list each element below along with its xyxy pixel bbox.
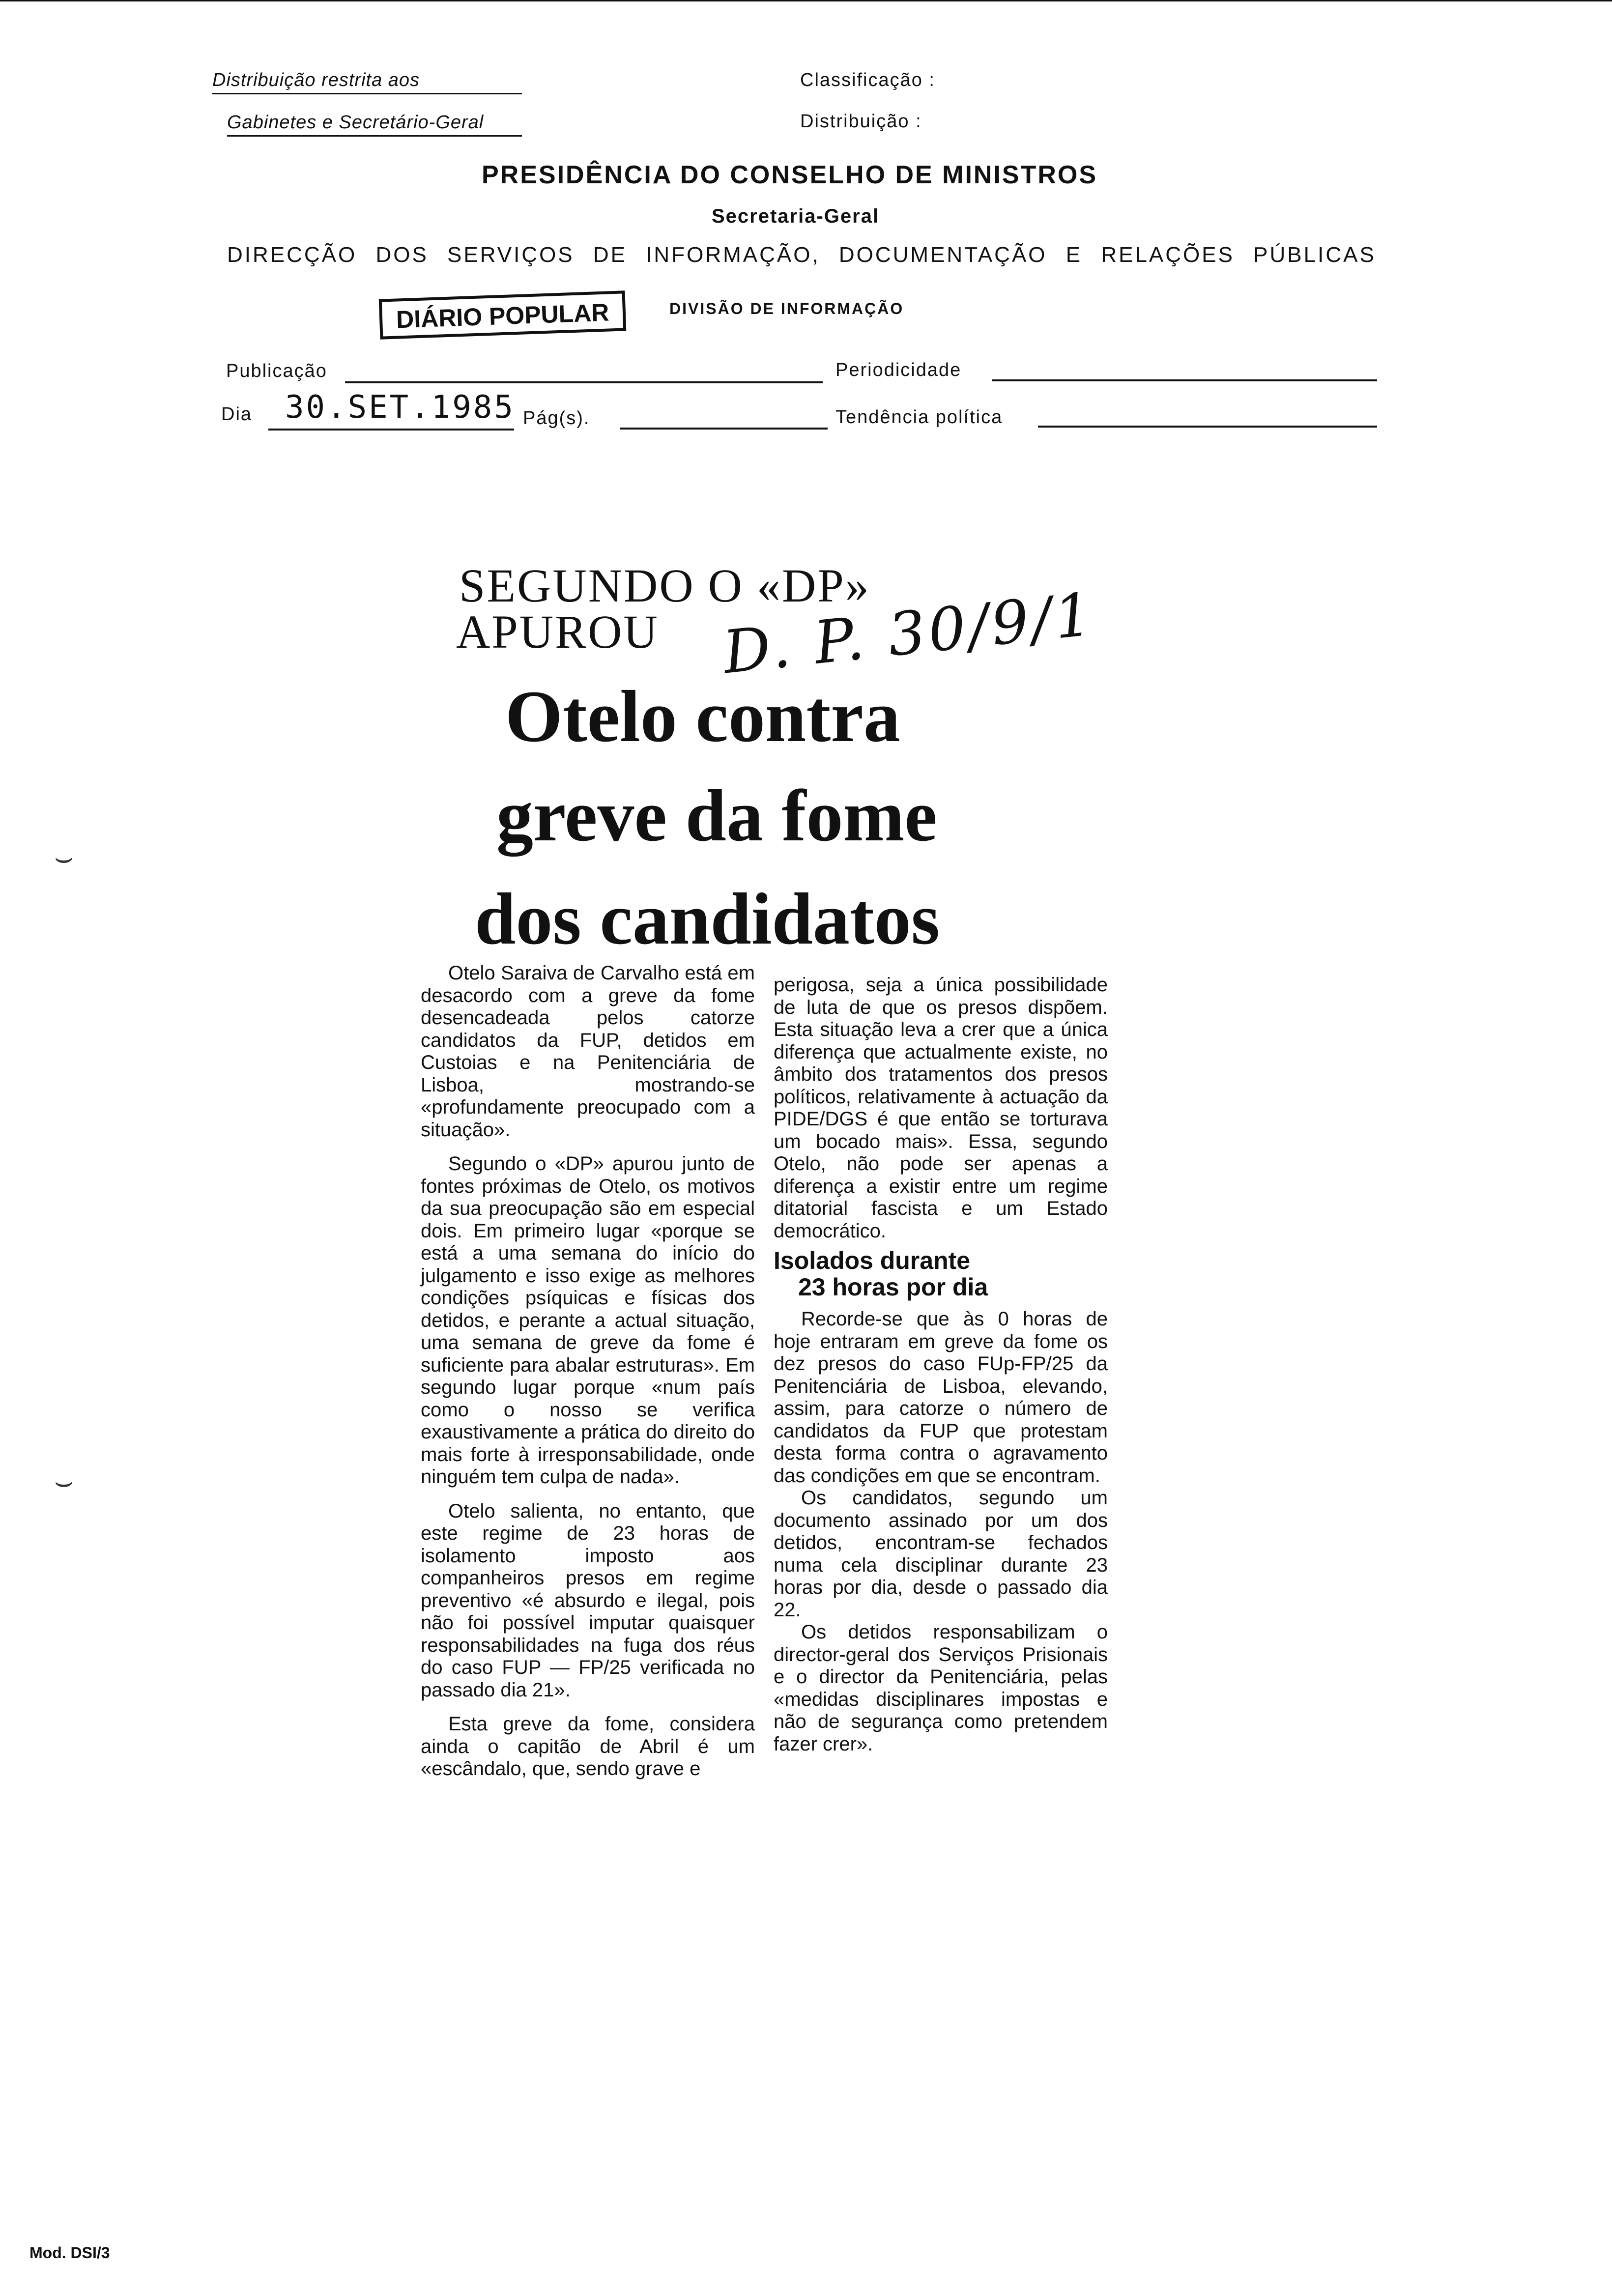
distribution-restriction-line1: Distribuição restrita aos <box>212 70 522 94</box>
article-paragraph: Otelo salienta, no entanto, que este regime de 23 horas de isolamento imposto aos companheiros presos em regime preventivo «é absurdo e ilegal, pois não foi possível imputar quaisquer responsabilidades na fuga dos réus do caso FUP — FP/25 verificada no passado dia 21». <box>421 1500 755 1701</box>
directorate-line: DIRECÇÃO DOS SERVIÇOS DE INFORMAÇÃO, DOCUMENTAÇÃO E RELAÇÕES PÚBLICAS <box>227 243 1376 267</box>
distribution-restriction-line2: Gabinetes e Secretário-Geral <box>227 112 522 137</box>
scan-mark: ⌣ <box>54 841 74 874</box>
scan-edge-line <box>0 0 1612 1</box>
article-column-left <box>421 962 755 1780</box>
article-paragraph: Os candidatos, segundo um documento assinado por um dos detidos, encontram-se fechados numa cela disciplinar durante 23 horas por dia, desde o passado dia 22. <box>774 1487 1108 1621</box>
distribution-label: Distribuição : <box>800 111 922 132</box>
article-column-right <box>774 974 1108 1755</box>
pages-line <box>620 428 828 430</box>
article-kicker-line2: APUROU <box>456 605 659 658</box>
classification-label: Classificação : <box>800 70 935 90</box>
headline-line2: greve da fome <box>496 775 937 857</box>
handwritten-note: D. P. 30/9/1 <box>720 580 1098 688</box>
division-label: DIVISÃO DE INFORMAÇÃO <box>669 300 904 317</box>
day-label: Dia <box>221 404 253 425</box>
day-line <box>268 429 514 430</box>
article-paragraph: Recorde-se que às 0 horas de hoje entraram em greve da fome os dez presos do caso FUp-FP/25 da Penitenciária de Lisboa, elevando, assim, para catorze o número de candidatos da FUP que protestam desta forma contra o agravamento das condições em que se encontram. <box>774 1308 1108 1487</box>
article-subhead <box>774 1247 1108 1300</box>
scan-mark: ⌣ <box>54 1465 74 1498</box>
newspaper-stamp: DIÁRIO POPULAR <box>379 290 627 339</box>
ministry-title: PRESIDÊNCIA DO CONSELHO DE MINISTROS <box>482 161 1098 189</box>
article-paragraph: Otelo Saraiva de Carvalho está em desacordo com a greve da fome desencadeada pelos catorze candidatos da FUP, detidos em Custoias e na Penitenciária de Lisboa, mostrando-se «profundamente preocupado com a situação». <box>421 962 755 1141</box>
political-tendency-label: Tendência política <box>835 407 1003 428</box>
article-paragraph: perigosa, seja a única possibilidade de luta de que os presos dispõem. Esta situação leva a crer que a única diferença que actualmente existe, no âmbito dos tratamentos dos presos políticos, relativamente à actuação da PIDE/DGS é que então se torturava um bocado mais». Essa, segundo Otelo, não pode ser apenas a diferença a existir entre um regime ditatorial fascista e um Estado democrático. <box>774 974 1108 1242</box>
periodicity-label: Periodicidade <box>835 360 962 380</box>
article-paragraph: Esta greve da fome, considera ainda o capitão de Abril é um «escândalo, que, sendo grave e <box>421 1713 755 1779</box>
article-paragraph: Segundo o «DP» apurou junto de fontes próximas de Otelo, os motivos da sua preocupação são em especial dois. Em primeiro lugar «porque se está a uma semana do início do julgamento e isso exige as melhores condições psíquicas e físicas dos detidos, e perante a actual situação, uma semana de greve da fome é suficiente para abalar estruturas». Em segundo lugar porque «num país como o nosso se verifica exaustivamente a prática do direito do mais forte à irresponsabilidade, onde ninguém tem culpa de nada». <box>421 1153 755 1488</box>
publication-date: 30.SET.1985 <box>285 389 515 426</box>
headline-line3: dos candidatos <box>475 878 940 960</box>
subhead-line1: Isolados durante <box>774 1247 971 1274</box>
subhead-line2: 23 horas por dia <box>798 1273 988 1301</box>
article-paragraph: Os detidos responsabilizam o director-geral dos Serviços Prisionais e o director da Penitenciária, pelas «medidas disciplinares impostas e não de segurança como pretendem fazer crer». <box>774 1621 1108 1755</box>
publication-line <box>345 381 823 383</box>
periodicity-line <box>992 379 1377 381</box>
secretariat-title: Secretaria-Geral <box>712 205 880 227</box>
pages-label: Pág(s). <box>523 408 590 429</box>
article-kicker-line1: SEGUNDO O «DP» <box>459 559 870 612</box>
publication-label: Publicação <box>226 361 327 381</box>
form-code: Mod. DSI/3 <box>29 2244 110 2262</box>
political-tendency-line <box>1038 426 1377 428</box>
headline-line1: Otelo contra <box>505 676 900 757</box>
